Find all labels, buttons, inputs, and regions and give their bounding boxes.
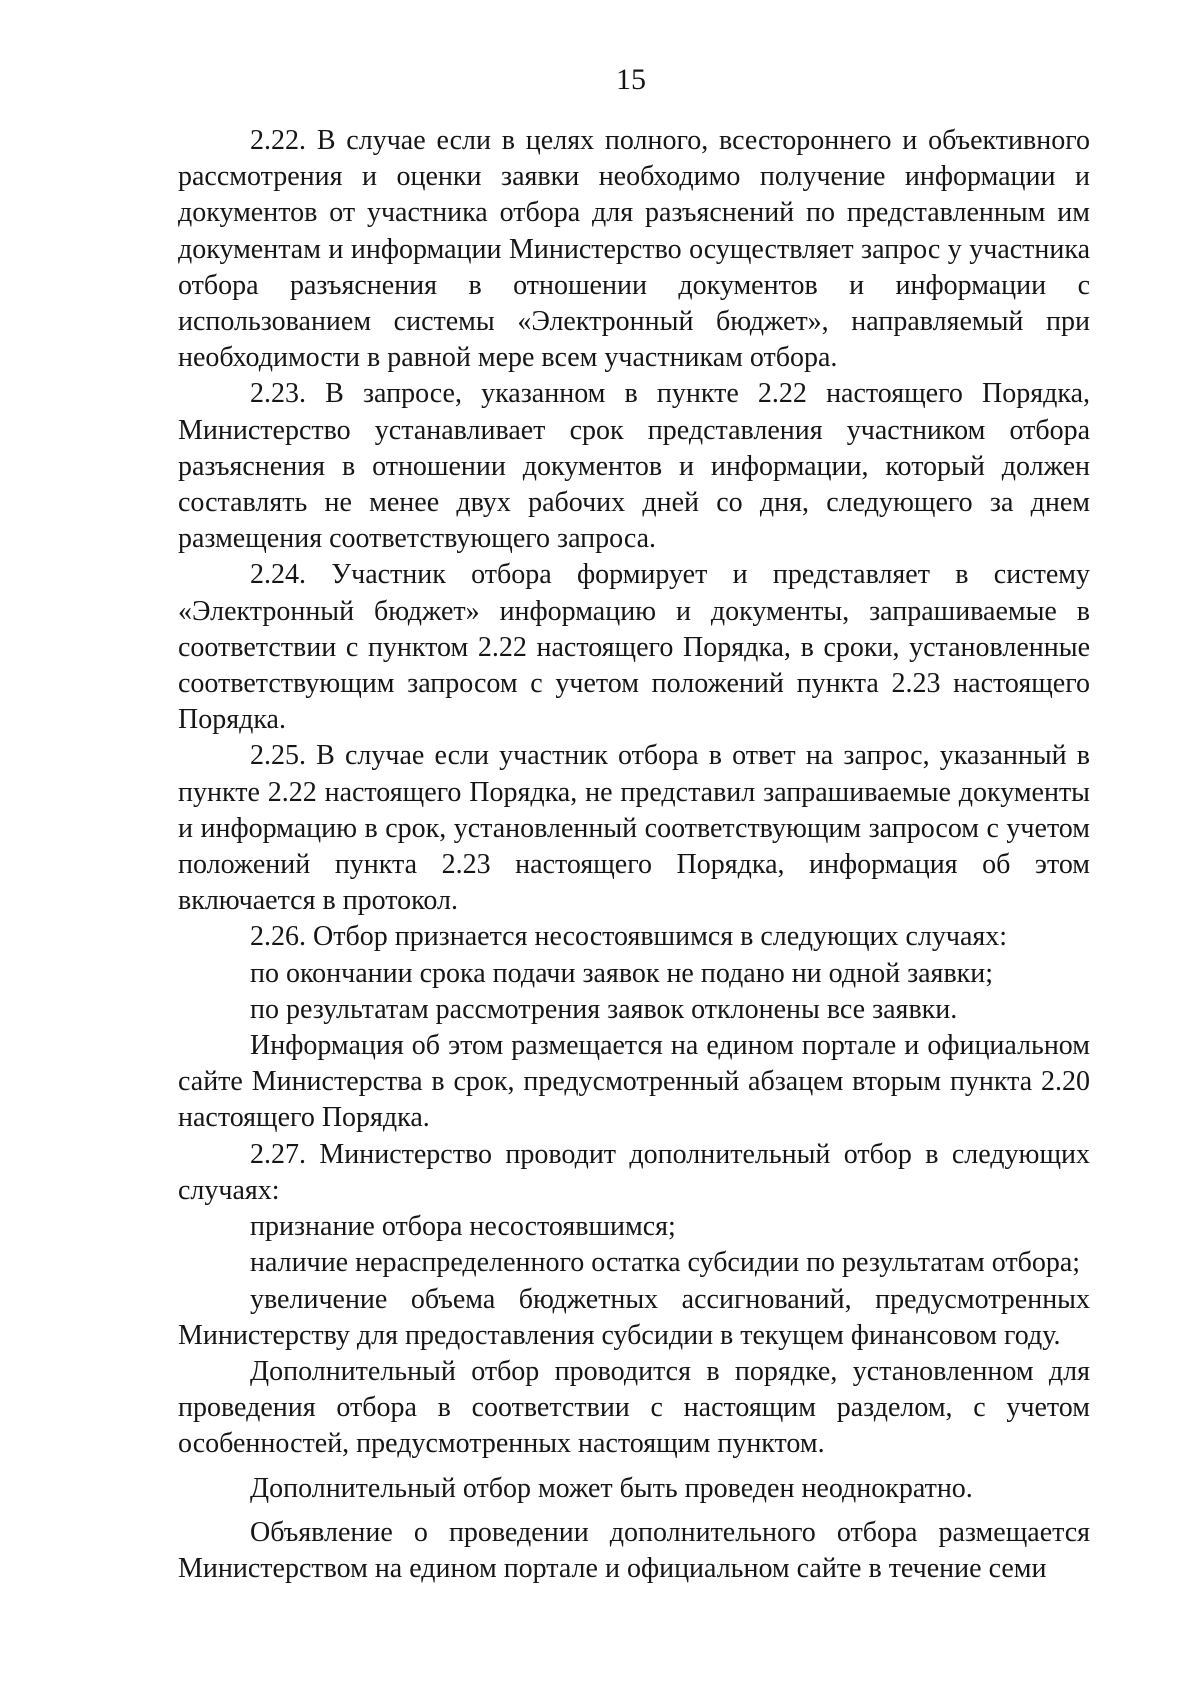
document-body <box>178 123 1090 1587</box>
paragraph-2-27-case-1: признание отбора несостоявшимся; <box>250 1211 676 1243</box>
paragraph-additional-announcement: Объявление о проведении дополнительного отбора размещается Министерством на едином портале и официальном сайте в течение семи <box>178 1516 1090 1584</box>
paragraph-2-26-case-2: по результатам рассмотрения заявок отклонены все заявки. <box>250 993 958 1025</box>
paragraph-additional-procedure: Дополнительный отбор проводится в порядке, установленном для проведения отбора в соответствии с настоящим разделом, с учетом особенностей, предусмотренных настоящим пунктом. <box>178 1355 1090 1460</box>
paragraph-2-27-case-3: увеличение объема бюджетных ассигнований, предусмотренных Министерству для предоставления субсидии в текущем финансовом году. <box>178 1283 1090 1351</box>
paragraph-2-24: 2.24. Участник отбора формирует и представляет в систему «Электронный бюджет» информацию и документы, запрашиваемые в соответствии с пунктом 2.22 настоящего Порядка, в сроки, установленные соответствующим запросом с учетом положений пункта 2.23 настоящего Порядка. <box>178 559 1090 736</box>
paragraph-2-27: 2.27. Министерство проводит дополнительный отбор в следующих случаях: <box>178 1138 1090 1206</box>
paragraph-2-26: 2.26. Отбор признается несостоявшимся в следующих случаях: <box>250 921 1008 953</box>
paragraph-2-22: 2.22. В случае если в целях полного, всестороннего и объективного рассмотрения и оценки заявки необходимо получение информации и документов от участника отбора для разъяснений по представленным им документам и информации Министерство осуществляет запрос у участника отбора разъяснения в отношении документов и информации с использованием системы «Электронный бюджет», направляемый при необходимости в равной мере всем участникам отбора. <box>178 125 1090 374</box>
paragraph-2-23: 2.23. В запросе, указанном в пункте 2.22 настоящего Порядка, Министерство устанавливает срок представления участником отбора разъяснения в отношении документов и информации, который должен составлять не менее двух рабочих дней со дня, следующего за днем размещения соответствующего запроса. <box>178 378 1090 555</box>
paragraph-2-26-case-1: по окончании срока подачи заявок не подано ни одной заявки; <box>250 957 994 989</box>
paragraph-additional-repeat: Дополнительный отбор может быть проведен неоднократно. <box>250 1472 973 1504</box>
page-number: 15 <box>616 63 646 96</box>
paragraph-2-27-case-2: наличие нераспределенного остатка субсидии по результатам отбора; <box>250 1247 1081 1279</box>
paragraph-2-25: 2.25. В случае если участник отбора в ответ на запрос, указанный в пункте 2.22 настоящего Порядка, не представил запрашиваемые документы и информацию в срок, установленный соответствующим запросом с учетом положений пункта 2.23 настоящего Порядка, информация об этом включается в протокол. <box>178 740 1090 917</box>
paragraph-2-26-info: Информация об этом размещается на едином портале и официальном сайте Министерства в срок, предусмотренный абзацем вторым пункта 2.20 настоящего Порядка. <box>178 1030 1090 1134</box>
